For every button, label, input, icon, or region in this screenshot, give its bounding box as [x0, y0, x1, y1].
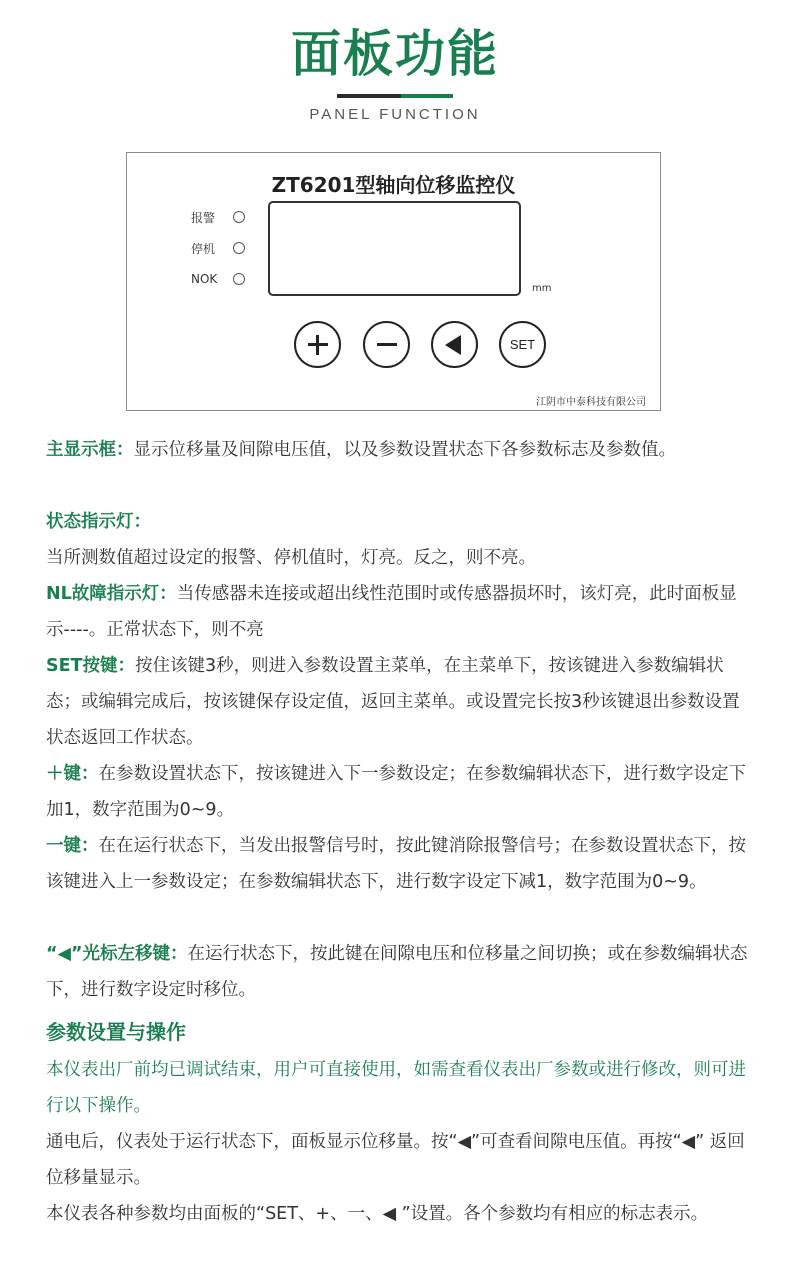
set-button[interactable]: SET [499, 321, 546, 368]
description-main-display [46, 432, 750, 468]
panel-title: ZT6201型轴向位移监控仪 [271, 173, 516, 197]
title-underline [337, 94, 453, 98]
indicator-nok [191, 271, 245, 287]
page-subtitle: PANEL FUNCTION [309, 106, 481, 123]
desc-text: 当所测数值超过设定的报警、停机值时，灯亮。反之，则不亮。 [46, 548, 536, 568]
description-set-key [46, 648, 750, 756]
underline-dark [337, 94, 401, 98]
desc-key: 一键： [46, 836, 99, 856]
description-nl-fault [46, 576, 750, 648]
desc-key: 主显示框： [46, 440, 134, 460]
desc-key: ＋键： [46, 764, 99, 784]
desc-key: 状态指示灯： [46, 512, 151, 532]
desc-text: 显示位移量及间隙电压值，以及参数设置状态下各参数标志及参数值。 [133, 440, 676, 460]
led-icon [233, 211, 245, 223]
minus-icon [377, 343, 397, 346]
underline-green [401, 94, 453, 98]
section-para: 本仪表各种参数均由面板的“SET、+、一、◀ ”设置。各个参数均有相应的标志表示。 [46, 1204, 709, 1224]
desc-text: 当传感器未连接或超出线性范围时或传感器损坏时，该灯亮，此时面板显示----。正常状态下，则不亮 [46, 584, 737, 640]
company-name: 江阴市中泰科技有限公司 [536, 397, 646, 408]
section-body [46, 1052, 750, 1232]
desc-text: 在运行状态下，按此键在间隙电压和位移量之间切换；或在参数编辑状态下，进行数字设定时移位。 [46, 944, 748, 1000]
section-para: 通电后，仪表处于运行状态下，面板显示位移量。按“◀”可查看间隙电压值。再按“◀” 返回位移量显示。 [46, 1132, 745, 1188]
desc-text: 在在运行状态下，当发出报警信号时，按此键消除报警信号；在参数设置状态下，按该键进入上一参数设定；在参数编辑状态下，进行数字设定下减1，数字范围为0~9。 [46, 836, 746, 892]
desc-key: SET按键： [46, 656, 135, 676]
unit-label: mm [532, 283, 552, 294]
indicator-label: 停机 [191, 241, 216, 256]
description-plus-key [46, 756, 750, 828]
minus-button[interactable] [363, 321, 410, 368]
cursor-left-button[interactable] [431, 321, 478, 368]
description-minus-key [46, 828, 750, 900]
indicator-label: NOK [191, 272, 218, 286]
led-icon [233, 242, 245, 254]
device-panel [126, 152, 661, 411]
page-title: 面板功能 [291, 25, 499, 83]
led-icon [233, 273, 245, 285]
description-status-led [46, 504, 750, 576]
main-display [268, 201, 521, 296]
left-triangle-icon [445, 335, 461, 355]
section-title: 参数设置与操作 [46, 1020, 186, 1044]
desc-key: “◀”光标左移键： [46, 944, 188, 964]
indicator-label: 报警 [191, 210, 216, 225]
indicator-alarm [191, 209, 245, 225]
desc-text: 按住该键3秒，则进入参数设置主菜单，在主菜单下，按该键进入参数编辑状态；或编辑完成后，按该键保存设定值，返回主菜单。或设置完长按3秒该键退出参数设置状态返回工作状态。 [46, 656, 740, 748]
desc-key: NL故障指示灯： [46, 584, 177, 604]
desc-text: 在参数设置状态下，按该键进入下一参数设定；在参数编辑状态下，进行数字设定下加1，数字范围为0~9。 [46, 764, 746, 820]
section-intro: 本仪表出厂前均已调试结束，用户可直接使用，如需查看仪表出厂参数或进行修改，则可进行以下操作。 [46, 1060, 746, 1116]
indicator-stop [191, 240, 245, 256]
plus-icon-vertical [316, 335, 319, 355]
plus-button[interactable] [294, 321, 341, 368]
description-left-key [46, 936, 750, 1008]
